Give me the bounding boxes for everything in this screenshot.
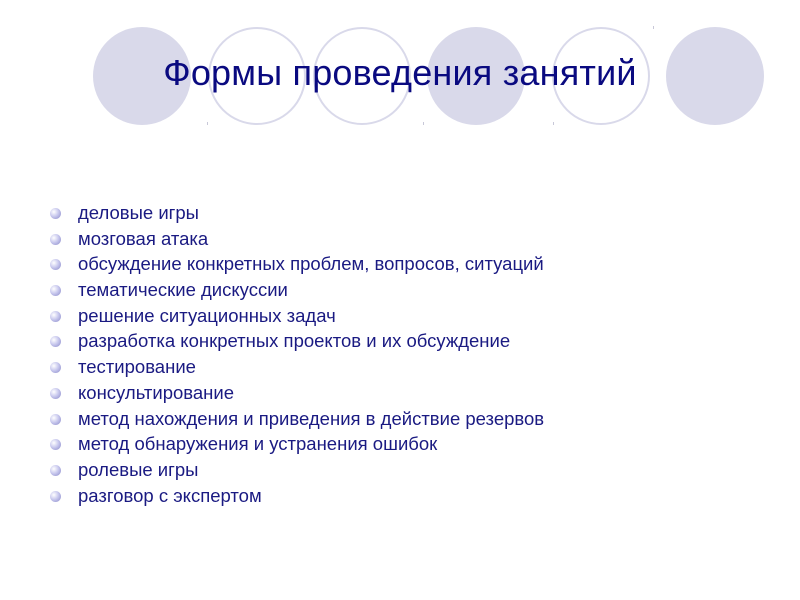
bullet-dot-icon [50,208,61,219]
bullet-item [50,457,544,483]
bullet-item [50,226,544,252]
bullet-dot-icon [50,285,61,296]
bullet-dot-icon [50,388,61,399]
bullet-item [50,328,544,354]
slide-title: Формы проведения занятий [163,52,637,93]
decor-tick [423,122,424,125]
bullet-text: ролевые игры [78,458,199,480]
bullet-item [50,431,544,457]
bullet-text: деловые игры [78,202,199,223]
bullet-text: тестирование [78,356,196,378]
bullet-text: разговор с экспертом [78,484,262,506]
bullet-list [50,200,544,508]
bullet-text: консультирование [78,381,235,403]
bullet-item [50,200,544,226]
bullet-item [50,483,544,509]
decor-tick [553,122,554,125]
bullet-text: метод нахождения и приведения в действие резервов [78,407,545,429]
bullet-dot-icon [50,439,61,450]
bullet-item [50,251,544,277]
bullet-dot-icon [50,414,61,425]
bullet-dot-icon [50,491,61,502]
bullet-item [50,380,544,406]
bullet-item [50,277,544,303]
bullet-text: метод обнаружения и устранения ошибок [78,433,438,455]
bullet-text: тематические дискуссии [78,279,288,301]
decor-tick [653,26,654,29]
bullet-item [50,303,544,329]
bullet-item [50,354,544,380]
bullet-item [50,406,544,432]
bullet-text: разработка конкретных проектов и их обсуждение [78,330,511,352]
bullet-dot-icon [50,362,61,373]
bullet-text: мозговая атака [78,227,209,249]
bullet-dot-icon [50,259,61,270]
bullet-dot-icon [50,465,61,476]
bullet-text: обсуждение конкретных проблем, вопросов, ситуаций [78,253,544,275]
bullet-dot-icon [50,234,61,245]
decor-tick [207,122,208,125]
bullet-dot-icon [50,311,61,322]
bullet-text: решение ситуационных задач [78,304,336,326]
bullet-dot-icon [50,336,61,347]
